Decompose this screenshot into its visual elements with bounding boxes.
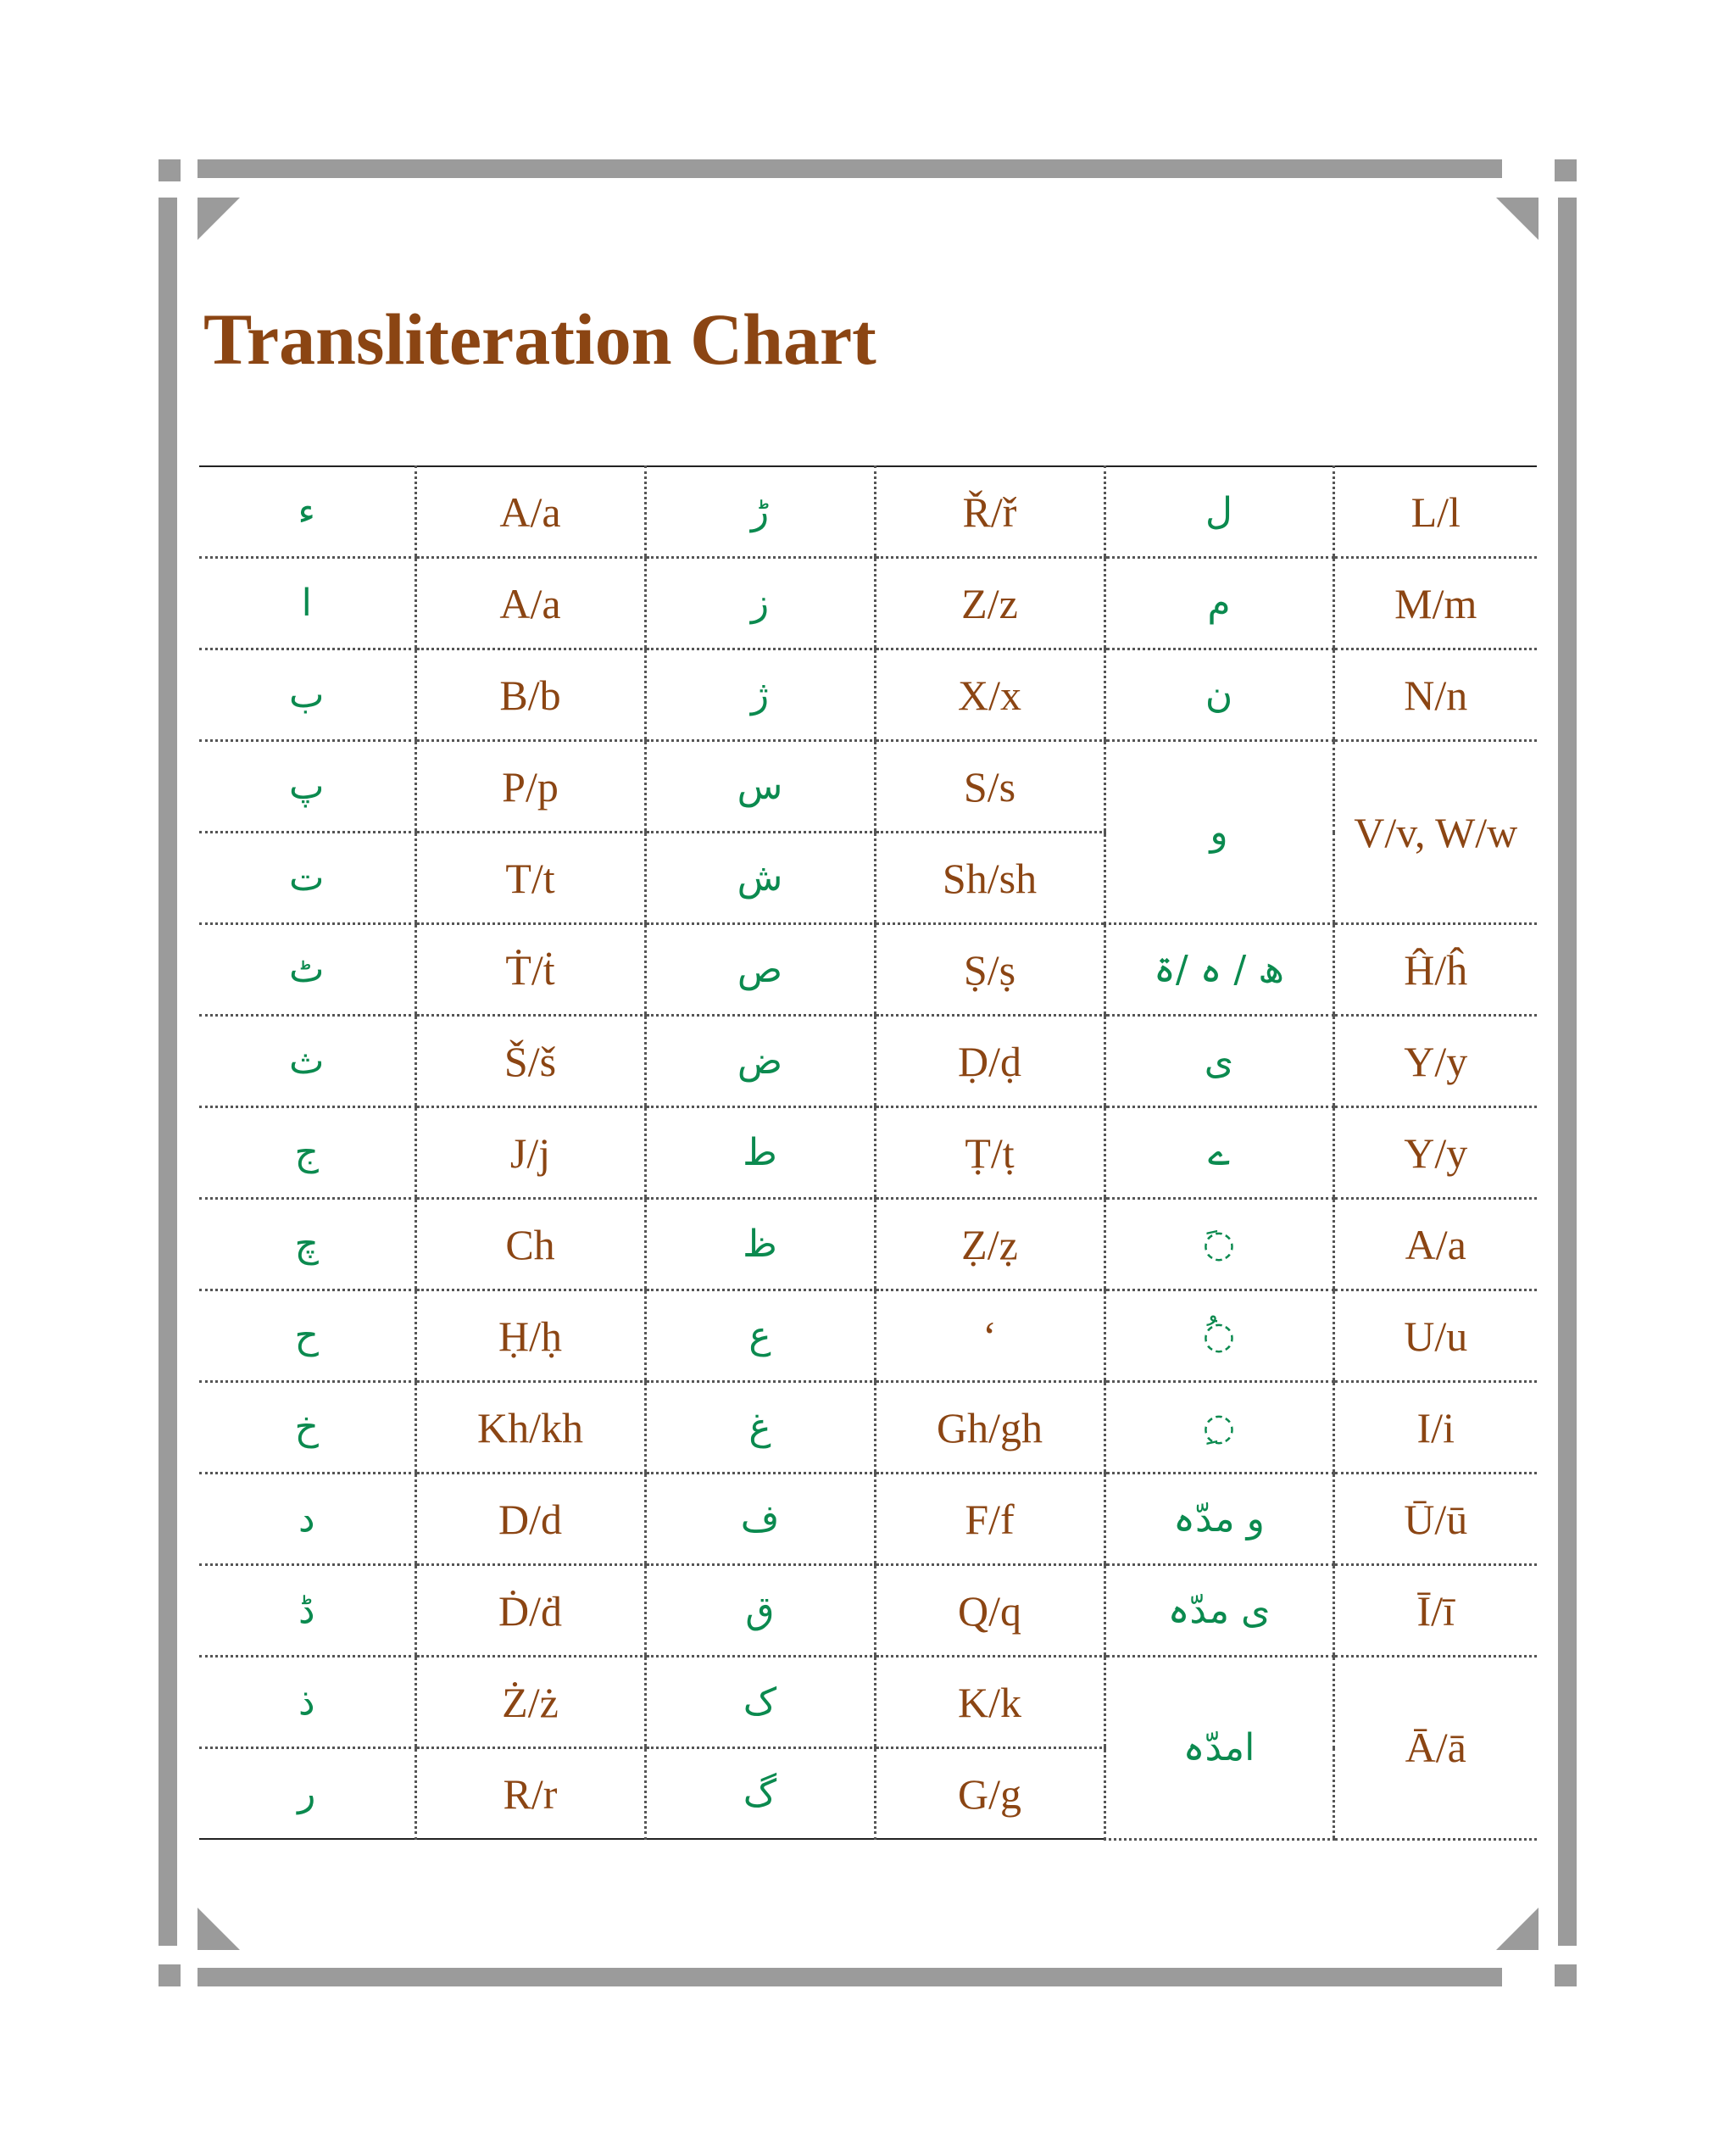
urdu-letter: ا [301,582,312,625]
urdu-letter: ک [743,1680,777,1724]
latin-cell [1333,1382,1537,1474]
latin-transliteration: Ī/ī [1416,1586,1455,1635]
urdu-letter-cell [645,1107,875,1199]
urdu-letter-cell [199,1290,415,1382]
urdu-letter: ذ [298,1680,315,1724]
latin-transliteration: D/d [498,1495,562,1543]
urdu-letter: ء [298,490,316,533]
latin-transliteration: X/x [958,671,1021,719]
urdu-letter-cell [199,466,415,558]
table-row [199,924,1537,1016]
urdu-letter-cell [1104,1657,1333,1840]
latin-transliteration: Y/y [1404,1037,1468,1085]
urdu-letter: گ [743,1772,777,1815]
latin-transliteration: Ẓ/ẓ [961,1220,1018,1268]
urdu-letter: ی [1204,1039,1234,1083]
urdu-letter-cell [1104,558,1333,649]
latin-cell [1333,924,1537,1016]
urdu-letter-cell [1104,1107,1333,1199]
latin-cell [1333,1565,1537,1657]
urdu-letter-cell [199,1382,415,1474]
latin-transliteration: Ḍ/ḍ [958,1037,1021,1085]
frame-top-bar [198,159,1502,178]
latin-cell [415,649,645,741]
urdu-letter: س [737,765,783,808]
latin-cell [875,1016,1104,1107]
urdu-letter: ح [294,1314,319,1357]
urdu-letter: ب [289,673,325,716]
urdu-letter: ث [289,1039,325,1083]
latin-transliteration: B/b [499,671,561,719]
latin-transliteration: A/a [499,488,561,536]
urdu-letter: ص [737,948,783,991]
urdu-letter: ع [748,1314,771,1357]
urdu-letter-cell [645,466,875,558]
urdu-letter-cell [645,741,875,833]
frame-corner-triangle-bl [198,1908,240,1950]
latin-cell [875,1565,1104,1657]
urdu-letter: و [1210,811,1228,854]
urdu-letter-cell [1104,924,1333,1016]
latin-transliteration: Ṭ/ṭ [965,1128,1015,1177]
urdu-letter: ◌ُ [1202,1314,1236,1357]
latin-transliteration: Ż/ż [502,1678,559,1726]
urdu-letter: ٹ [289,948,325,991]
latin-cell [875,1382,1104,1474]
urdu-letter-cell [645,1199,875,1290]
latin-transliteration: M/m [1394,579,1477,627]
urdu-letter-cell [199,1199,415,1290]
latin-transliteration: G/g [958,1769,1021,1818]
latin-cell [415,466,645,558]
urdu-letter-cell [1104,1290,1333,1382]
latin-cell [1333,1657,1537,1840]
latin-transliteration: Ř/ř [962,488,1017,536]
latin-cell [875,558,1104,649]
urdu-letter-cell [199,1107,415,1199]
latin-cell [415,1748,645,1840]
urdu-letter-cell [645,1290,875,1382]
latin-cell [875,649,1104,741]
latin-transliteration: T/t [505,854,555,902]
latin-cell [875,1474,1104,1565]
latin-cell [875,741,1104,833]
urdu-letter-cell [199,1016,415,1107]
urdu-letter: ت [289,856,325,900]
latin-cell [415,833,645,924]
table-row [199,1565,1537,1657]
frame-corner-square-tl [159,159,181,181]
urdu-letter: ز [750,582,770,625]
latin-cell [415,1199,645,1290]
urdu-letter-cell [1104,1016,1333,1107]
urdu-letter: ف [740,1497,780,1540]
urdu-letter: ج [294,1131,319,1174]
urdu-letter: ق [745,1589,775,1632]
latin-cell [875,1199,1104,1290]
frame-corner-square-br [1555,1964,1577,1986]
latin-transliteration: A/a [1405,1220,1466,1268]
urdu-letter: ڑ [750,490,770,533]
urdu-letter-cell [645,1565,875,1657]
frame-corner-triangle-br [1496,1908,1538,1950]
latin-transliteration: F/f [965,1495,1015,1543]
table-row [199,1290,1537,1382]
urdu-letter-cell [199,1474,415,1565]
urdu-letter: پ [289,765,325,808]
latin-transliteration: Gh/gh [937,1403,1043,1451]
latin-cell [1333,1107,1537,1199]
latin-transliteration: R/r [503,1769,558,1818]
urdu-letter-cell [1104,1474,1333,1565]
frame-right-bar [1558,198,1577,1946]
frame-corner-square-bl [159,1964,181,1986]
urdu-letter: ھ / ہ /ۃ [1154,948,1284,991]
latin-transliteration: Ṣ/ṣ [963,945,1016,994]
latin-transliteration: K/k [958,1678,1021,1726]
urdu-letter: چ [294,1223,319,1266]
urdu-letter: ض [737,1039,783,1083]
urdu-letter-cell [645,833,875,924]
latin-cell [1333,1290,1537,1382]
latin-cell [415,1565,645,1657]
latin-transliteration: A/a [499,579,561,627]
latin-cell [1333,649,1537,741]
urdu-letter-cell [1104,1199,1333,1290]
latin-transliteration: Kh/kh [477,1403,583,1451]
urdu-letter-cell [199,1565,415,1657]
urdu-letter-cell [1104,649,1333,741]
latin-cell [875,1290,1104,1382]
latin-cell [875,924,1104,1016]
urdu-letter-cell [645,1748,875,1840]
latin-transliteration: Ḋ/ḋ [498,1586,562,1635]
urdu-letter-cell [645,1657,875,1748]
urdu-letter: ◌ِ [1202,1406,1236,1449]
frame-corner-triangle-tl [198,198,240,240]
urdu-letter-cell [199,1657,415,1748]
latin-transliteration: N/n [1404,671,1468,719]
latin-cell [415,924,645,1016]
urdu-letter-cell [199,924,415,1016]
urdu-letter-cell [1104,466,1333,558]
urdu-letter: ژ [750,673,770,716]
urdu-letter: ظ [743,1223,777,1266]
latin-cell [415,1016,645,1107]
urdu-letter-cell [199,741,415,833]
frame-left-bar [159,198,177,1946]
urdu-letter-cell [645,924,875,1016]
urdu-letter: ے [1208,1131,1230,1174]
urdu-letter: غ [748,1406,771,1449]
urdu-letter: ن [1205,673,1233,716]
latin-transliteration: Ā/ā [1405,1724,1466,1772]
latin-cell [415,1107,645,1199]
latin-cell [415,558,645,649]
latin-cell [875,833,1104,924]
latin-cell [415,1657,645,1748]
latin-cell [875,1107,1104,1199]
urdu-letter: ڈ [298,1589,315,1632]
urdu-letter-cell [645,649,875,741]
urdu-letter: ل [1205,490,1232,533]
latin-cell [1333,466,1537,558]
latin-transliteration: V/v, W/w [1354,808,1518,856]
latin-cell [1333,1474,1537,1565]
table-row [199,741,1537,833]
latin-cell [875,1657,1104,1748]
latin-transliteration: Ū/ū [1404,1495,1468,1543]
urdu-letter: م [1207,582,1231,625]
frame-corner-triangle-tr [1496,198,1538,240]
page-title: Transliteration Chart [203,298,876,380]
table-row [199,558,1537,649]
table-row [199,1474,1537,1565]
urdu-letter: و مدّہ [1173,1497,1265,1540]
urdu-letter-cell [1104,1382,1333,1474]
latin-transliteration: Ṫ/ṫ [505,945,555,994]
latin-cell [415,1382,645,1474]
latin-transliteration: U/u [1404,1312,1468,1360]
latin-transliteration: Q/q [958,1586,1021,1635]
latin-transliteration: Ch [505,1220,555,1268]
table-row [199,1382,1537,1474]
urdu-letter-cell [199,649,415,741]
latin-transliteration: I/i [1416,1403,1455,1451]
latin-transliteration: S/s [963,762,1016,811]
latin-cell [415,1290,645,1382]
frame-bottom-bar [198,1968,1502,1986]
latin-cell [1333,741,1537,924]
latin-cell [415,1474,645,1565]
urdu-letter: ش [737,856,783,900]
urdu-letter-cell [199,1748,415,1840]
latin-transliteration: Ḥ/ḥ [498,1312,562,1360]
urdu-letter-cell [199,558,415,649]
transliteration-table [199,465,1537,1841]
urdu-letter-cell [1104,1565,1333,1657]
table-row [199,649,1537,741]
table-row [199,1199,1537,1290]
urdu-letter: د [298,1497,315,1540]
frame-corner-square-tr [1555,159,1577,181]
urdu-letter-cell [645,1474,875,1565]
latin-cell [1333,558,1537,649]
table-row [199,1107,1537,1199]
latin-cell [415,741,645,833]
latin-cell [1333,1016,1537,1107]
latin-cell [1333,1199,1537,1290]
urdu-letter: امدّہ [1182,1725,1255,1769]
urdu-letter-cell [645,1382,875,1474]
urdu-letter: ر [298,1772,316,1815]
latin-transliteration: Sh/sh [942,854,1038,902]
latin-transliteration: J/j [509,1128,551,1177]
latin-transliteration: P/p [502,762,559,811]
urdu-letter-cell [1104,741,1333,924]
urdu-letter-cell [645,558,875,649]
table-row [199,1657,1537,1748]
latin-transliteration: ‘ [982,1312,997,1360]
urdu-letter-cell [199,833,415,924]
table-row [199,466,1537,558]
urdu-letter: خ [294,1406,319,1449]
urdu-letter: ◌َ [1202,1223,1236,1266]
latin-transliteration: Š/š [504,1037,557,1085]
latin-transliteration: L/l [1410,488,1461,536]
latin-cell [875,466,1104,558]
urdu-letter: ط [743,1131,777,1174]
table-row [199,1016,1537,1107]
latin-transliteration: Y/y [1404,1128,1468,1177]
latin-cell [875,1748,1104,1840]
urdu-letter: ی مدّہ [1167,1589,1271,1632]
urdu-letter-cell [645,1016,875,1107]
latin-transliteration: Ĥ/ĥ [1404,945,1468,994]
latin-transliteration: Z/z [961,579,1018,627]
